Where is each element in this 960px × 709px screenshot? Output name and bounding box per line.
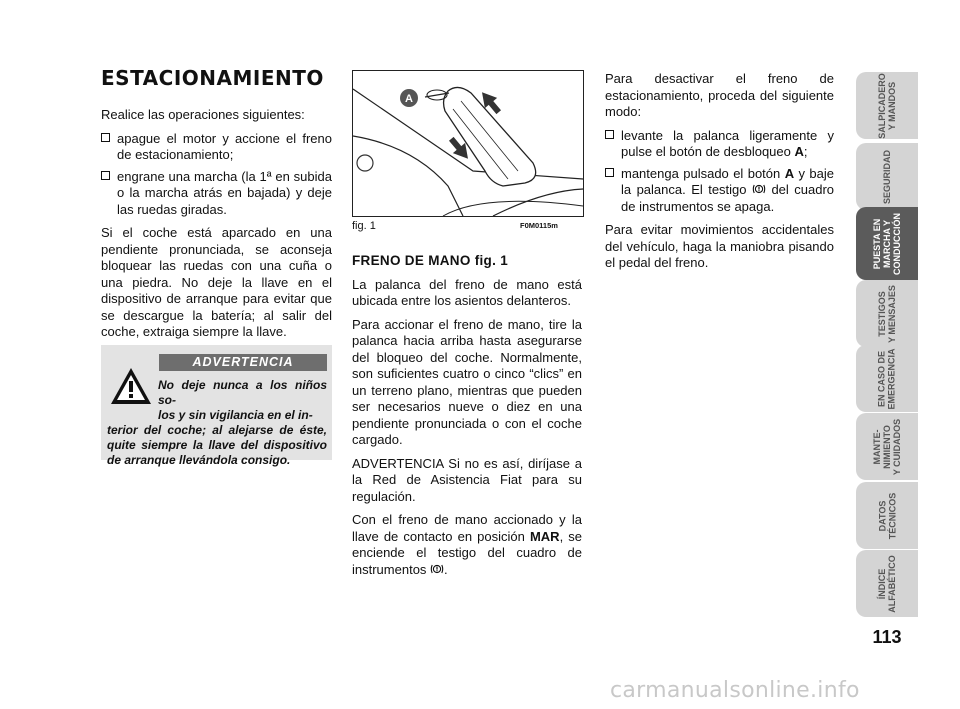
tab-seguridad[interactable]: SEGURIDAD	[856, 143, 918, 210]
paragraph: Con el freno de mano accionado y la llave de contacto en posición MAR, se enciende el testigo del cuadro de instrumentos .	[352, 512, 582, 577]
tab-datos-tecnicos[interactable]: DATOS TÉCNICOS	[856, 482, 918, 549]
checkbox-bullet-icon	[101, 133, 110, 142]
figure-code: F0M0115m	[520, 221, 558, 230]
brake-warning-lamp-icon	[752, 183, 766, 195]
paragraph: Para desactivar el freno de estacionamiento, proceda del siguiente modo:	[605, 71, 834, 119]
checkbox-bullet-icon	[101, 171, 110, 180]
list-item: levante la palanca ligeramente y pulse el botón de desbloqueo A;	[605, 128, 834, 161]
list-item: apague el motor y accione el freno de estacionamiento;	[101, 131, 332, 164]
tab-emergencia[interactable]: EN CASO DE EMERGENCIA	[856, 345, 918, 412]
paragraph: La palanca del freno de mano está ubicada entre los asientos delanteros.	[352, 276, 582, 308]
page-number: 113	[872, 627, 902, 647]
checkbox-bullet-icon	[605, 130, 614, 139]
paragraph: ADVERTENCIA Si no es así, diríjase a la Red de Asistencia Fiat para su regulación.	[352, 455, 582, 504]
handbrake-illustration	[353, 71, 583, 216]
handbrake-heading: FRENO DE MANO fig. 1	[352, 253, 509, 268]
callout-a-label: A	[405, 93, 413, 105]
checkbox-bullet-icon	[605, 168, 614, 177]
tab-puesta-en-marcha[interactable]: PUESTA EN MARCHA Y CONDUCCIÓN	[856, 207, 918, 280]
handbrake-figure	[352, 70, 584, 217]
parking-paragraph: Si el coche está aparcado en una pendiente pronunciada, se aconseja bloquear las ruedas con una cuña o una piedra. No deje la llave en el dispositivo de arranque para evitar que se descargue la batería; al salir del coche, extraiga siempre la llave.	[101, 225, 332, 339]
paragraph: Para evitar movimientos accidentales del vehículo, haga la maniobra pisando el pedal del freno.	[605, 222, 834, 270]
paragraph: Para accionar el freno de mano, tire la palanca hacia arriba hasta asegurarse del bloqueo del coche. Normalmente, son suficientes cuatro o cinco “clics” en un terreno plano, mientras que pueden ser necesarios nueve o diez en una pendiente pronunciada o con el coche cargado.	[352, 316, 582, 447]
left-column	[101, 107, 332, 348]
intro-text: Realice las operaciones siguientes:	[101, 107, 305, 122]
tab-indice[interactable]: ÍNDICE ALFABÉTICO	[856, 550, 918, 617]
right-column	[605, 71, 834, 279]
list-item: engrane una marcha (la 1ª en subida o la marcha atrás en bajada) y deje las ruedas giradas.	[101, 169, 332, 219]
brake-warning-lamp-icon	[430, 563, 444, 575]
figure-caption: fig. 1	[352, 220, 376, 232]
warning-title: ADVERTENCIA	[159, 354, 327, 371]
warning-text: No deje nunca a los niños so- los y sin vigilancia en el in- terior del coche; al alejarse de éste, quite siempre la llave del dispositivo de arranque llevándola consigo.	[107, 378, 327, 467]
parking-steps-list	[101, 131, 332, 219]
watermark-text: carmanualsonline.info	[610, 678, 860, 703]
list-item: mantenga pulsado el botón A y baje la palanca. El testigo del cuadro de instrumentos se apaga.	[605, 166, 834, 216]
tab-mantenimiento[interactable]: MANTE- NIMIENTO Y CUIDADOS	[856, 413, 918, 480]
tab-salpicadero[interactable]: SALPICADERO Y MANDOS	[856, 72, 918, 139]
middle-column	[352, 253, 582, 585]
section-title: ESTACIONAMIENTO	[101, 66, 324, 90]
tab-testigos[interactable]: TESTIGOS Y MENSAJES	[856, 280, 918, 347]
release-steps-list	[605, 128, 834, 216]
warning-box	[101, 345, 332, 467]
